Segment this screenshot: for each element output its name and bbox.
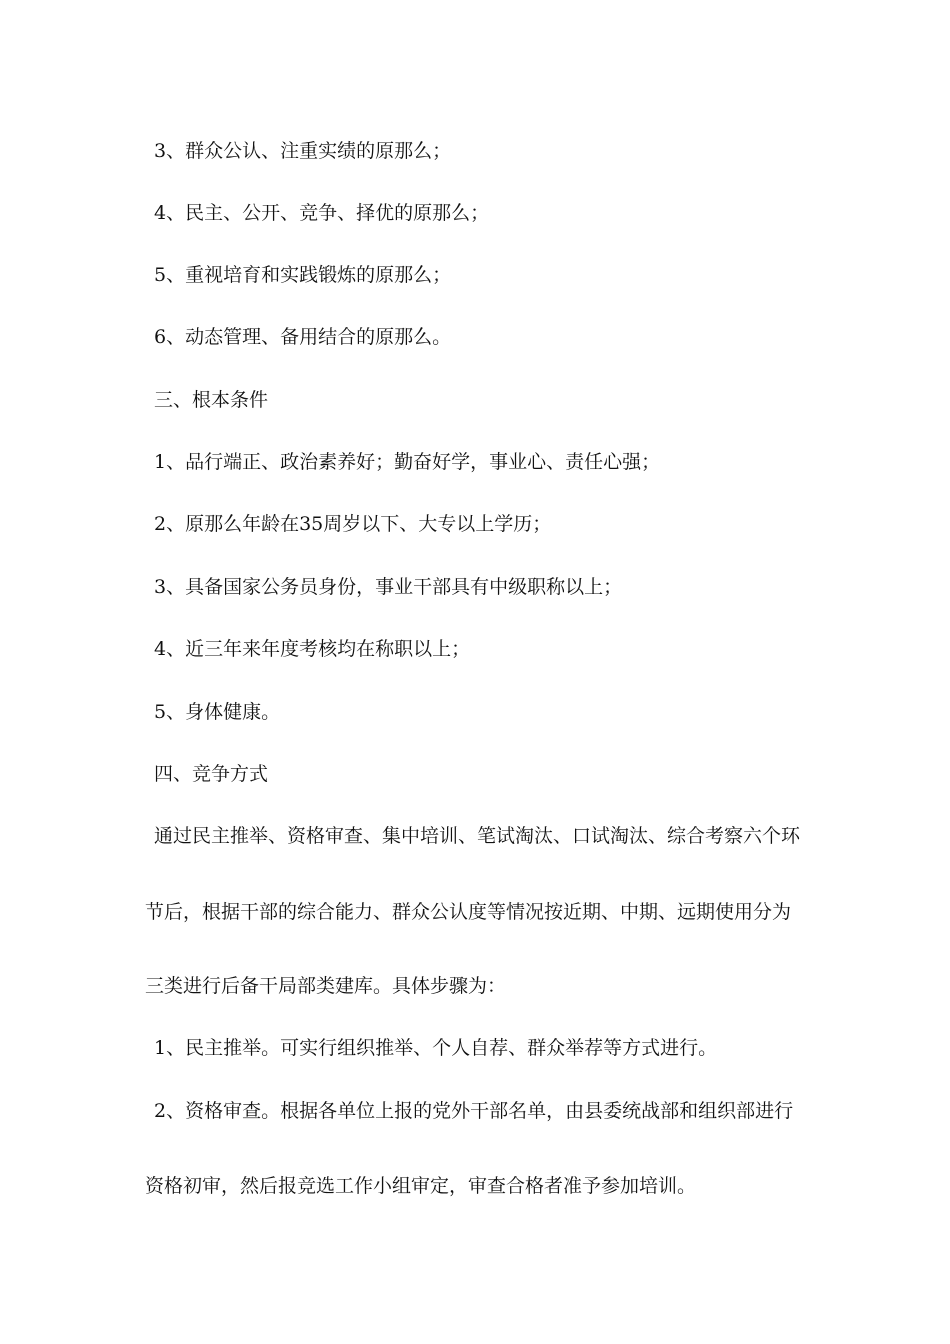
step-2-line-2: 资格初审，然后报竞选工作小组审定，审查合格者准予参加培训。: [145, 1175, 697, 1197]
section-heading-competition-method: 四、竞争方式: [154, 763, 269, 785]
principle-5: 5、重视培育和实践锻炼的原那么；: [154, 264, 452, 286]
condition-2: 2、原那么年龄在35周岁以下、大专以上学历；: [154, 513, 552, 535]
paragraph-line-1: 通过民主推举、资格审查、集中培训、笔试淘汰、口试淘汰、综合考察六个环: [154, 825, 801, 847]
condition-5: 5、身体健康。: [154, 701, 281, 723]
principle-3: 3、群众公认、注重实绩的原那么；: [154, 140, 452, 162]
principle-6: 6、动态管理、备用结合的原那么。: [154, 326, 452, 348]
step-2-line-1: 2、资格审查。根据各单位上报的党外干部名单，由县委统战部和组织部进行: [154, 1100, 794, 1122]
principle-4: 4、民主、公开、竞争、择优的原那么；: [154, 202, 490, 224]
condition-4: 4、近三年来年度考核均在称职以上；: [154, 638, 471, 660]
step-1: 1、民主推举。可实行组织推举、个人自荐、群众举荐等方式进行。: [154, 1037, 718, 1059]
condition-1: 1、品行端正、政治素养好；勤奋好学，事业心、责任心强；: [154, 451, 661, 473]
condition-3: 3、具备国家公务员身份，事业干部具有中级职称以上；: [154, 576, 623, 598]
section-heading-basic-conditions: 三、根本条件: [154, 389, 269, 411]
paragraph-line-3: 三类进行后备干局部类建库。具体步骤为：: [145, 975, 507, 997]
paragraph-line-2: 节后，根据干部的综合能力、群众公认度等情况按近期、中期、远期使用分为: [145, 901, 792, 923]
